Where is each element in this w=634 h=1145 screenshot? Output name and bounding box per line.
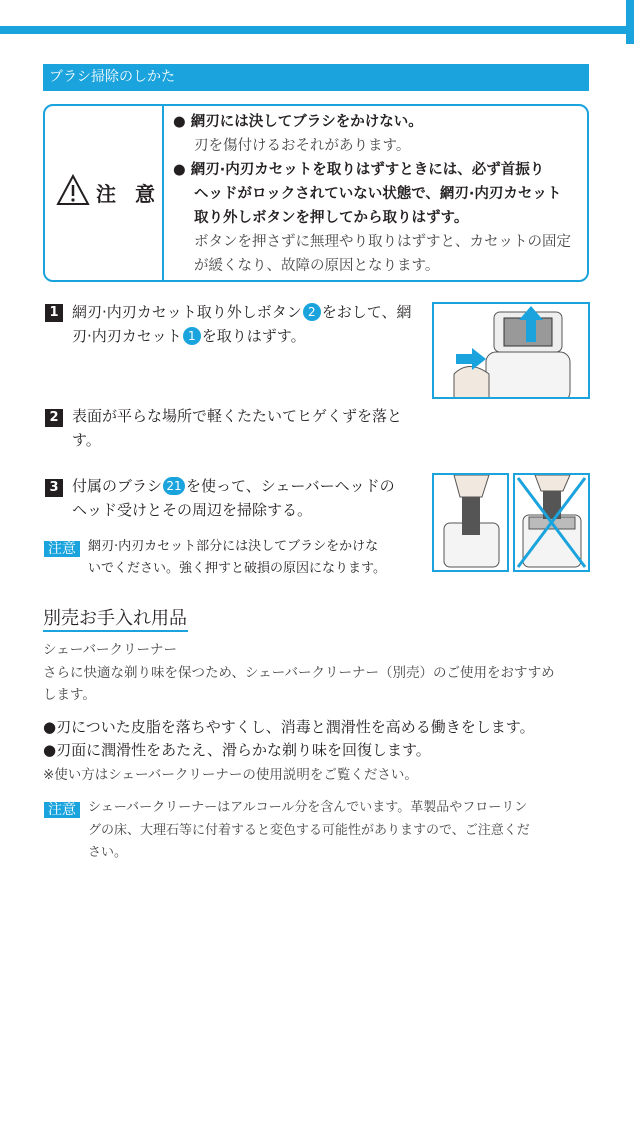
step-1-text-a: 網刃·内刃カセット取り外しボタン (72, 303, 302, 321)
caution-line-5: 取り外しボタンを押してから取りはずす。 (194, 210, 469, 226)
step-number-3: 3 (45, 479, 63, 497)
step-3-line-1 (72, 474, 395, 498)
step-2-line-1: 表面が平らな場所で軽くたたいてヒゲくずを落と (72, 407, 403, 425)
part-number-badge: 21 (163, 477, 185, 495)
caution-line-2: 刃を傷付けるおそれがあります。 (194, 138, 411, 154)
step-3-text-a: 付属のブラシ (72, 477, 163, 495)
illustration-remove-cassette (432, 302, 590, 399)
caution-divider (162, 104, 164, 282)
note-2-line-1: シェーバークリーナーはアルコール分を含んでいます。革製品やフローリン (88, 800, 528, 815)
step-number-1: 1 (45, 304, 63, 322)
product-desc-2: します。 (43, 687, 96, 703)
caution-label: 注 意 (96, 182, 161, 206)
cross-mark-icon (515, 475, 588, 570)
brush-cleaning-drawing (434, 475, 507, 570)
warning-triangle-icon (56, 174, 90, 206)
step-1-text-e: を取りはずす。 (201, 327, 306, 345)
arrow-up-icon (519, 306, 543, 342)
part-number-badge: 1 (183, 327, 201, 345)
reference-note: ※使い方はシェーバークリーナーの使用説明をご覧ください。 (43, 767, 418, 783)
note-1 (44, 538, 80, 558)
side-accent-bar (626, 0, 634, 44)
part-number-badge: 2 (303, 303, 321, 321)
note-2-line-2: グの床、大理石等に付着すると変色する可能性がありますので、ご注意くだ (88, 823, 530, 838)
step-number-2: 2 (45, 409, 63, 427)
note-1-line-1: 網刃·内刃カセット部分には決してブラシをかけな (88, 539, 379, 554)
note-tag: 注意 (44, 541, 80, 557)
step-3-text-b: を使って、シェーバーヘッドの (186, 477, 395, 495)
caution-line-1: ● 網刃には決してブラシをかけない。 (173, 114, 423, 130)
bullet-2: ●刃面に潤滑性をあたえ、滑らかな剃り味を回復します。 (43, 741, 431, 759)
caution-line-4: ヘッドがロックされていない状態で、網刃·内刃カセット (194, 186, 562, 202)
illustration-brush-ok (432, 473, 509, 572)
product-name: シェーバークリーナー (43, 642, 178, 658)
note-2 (44, 799, 80, 819)
illustration-brush-ng (513, 473, 590, 572)
accessories-title-underline (43, 630, 188, 632)
step-1-text (72, 300, 422, 348)
note-2-line-3: さい。 (88, 845, 128, 860)
step-1-text-b: をおして、網 (321, 303, 412, 321)
section-title: ブラシ掃除のしかた (43, 64, 589, 91)
top-accent-bar (0, 26, 628, 34)
product-desc-1: さらに快適な剃り味を保つため、シェーバークリーナー（別売）のご使用をおすすめ (43, 665, 555, 681)
arrow-right-icon (456, 348, 486, 370)
caution-line-7: が緩くなり、故障の原因となります。 (194, 258, 440, 274)
note-tag: 注意 (44, 802, 80, 818)
step-1-text-d: 刃·内刃カセット (72, 327, 182, 345)
caution-line-6: ボタンを押さずに無理やり取りはずすと、カセットの固定 (194, 234, 571, 250)
bullet-1: ●刃についた皮脂を落ちやすくし、消毒と潤滑性を高める働きをします。 (43, 718, 535, 736)
caution-line-3: ● 網刃·内刃カセットを取りはずすときには、必ず首振り (173, 162, 545, 178)
step-2-line-2: す。 (72, 431, 101, 449)
step-3-line-2: ヘッド受けとその周辺を掃除する。 (72, 501, 313, 519)
accessories-title: 別売お手入れ用品 (43, 608, 187, 629)
note-1-line-2: いでください。強く押すと破損の原因になります。 (88, 561, 386, 576)
